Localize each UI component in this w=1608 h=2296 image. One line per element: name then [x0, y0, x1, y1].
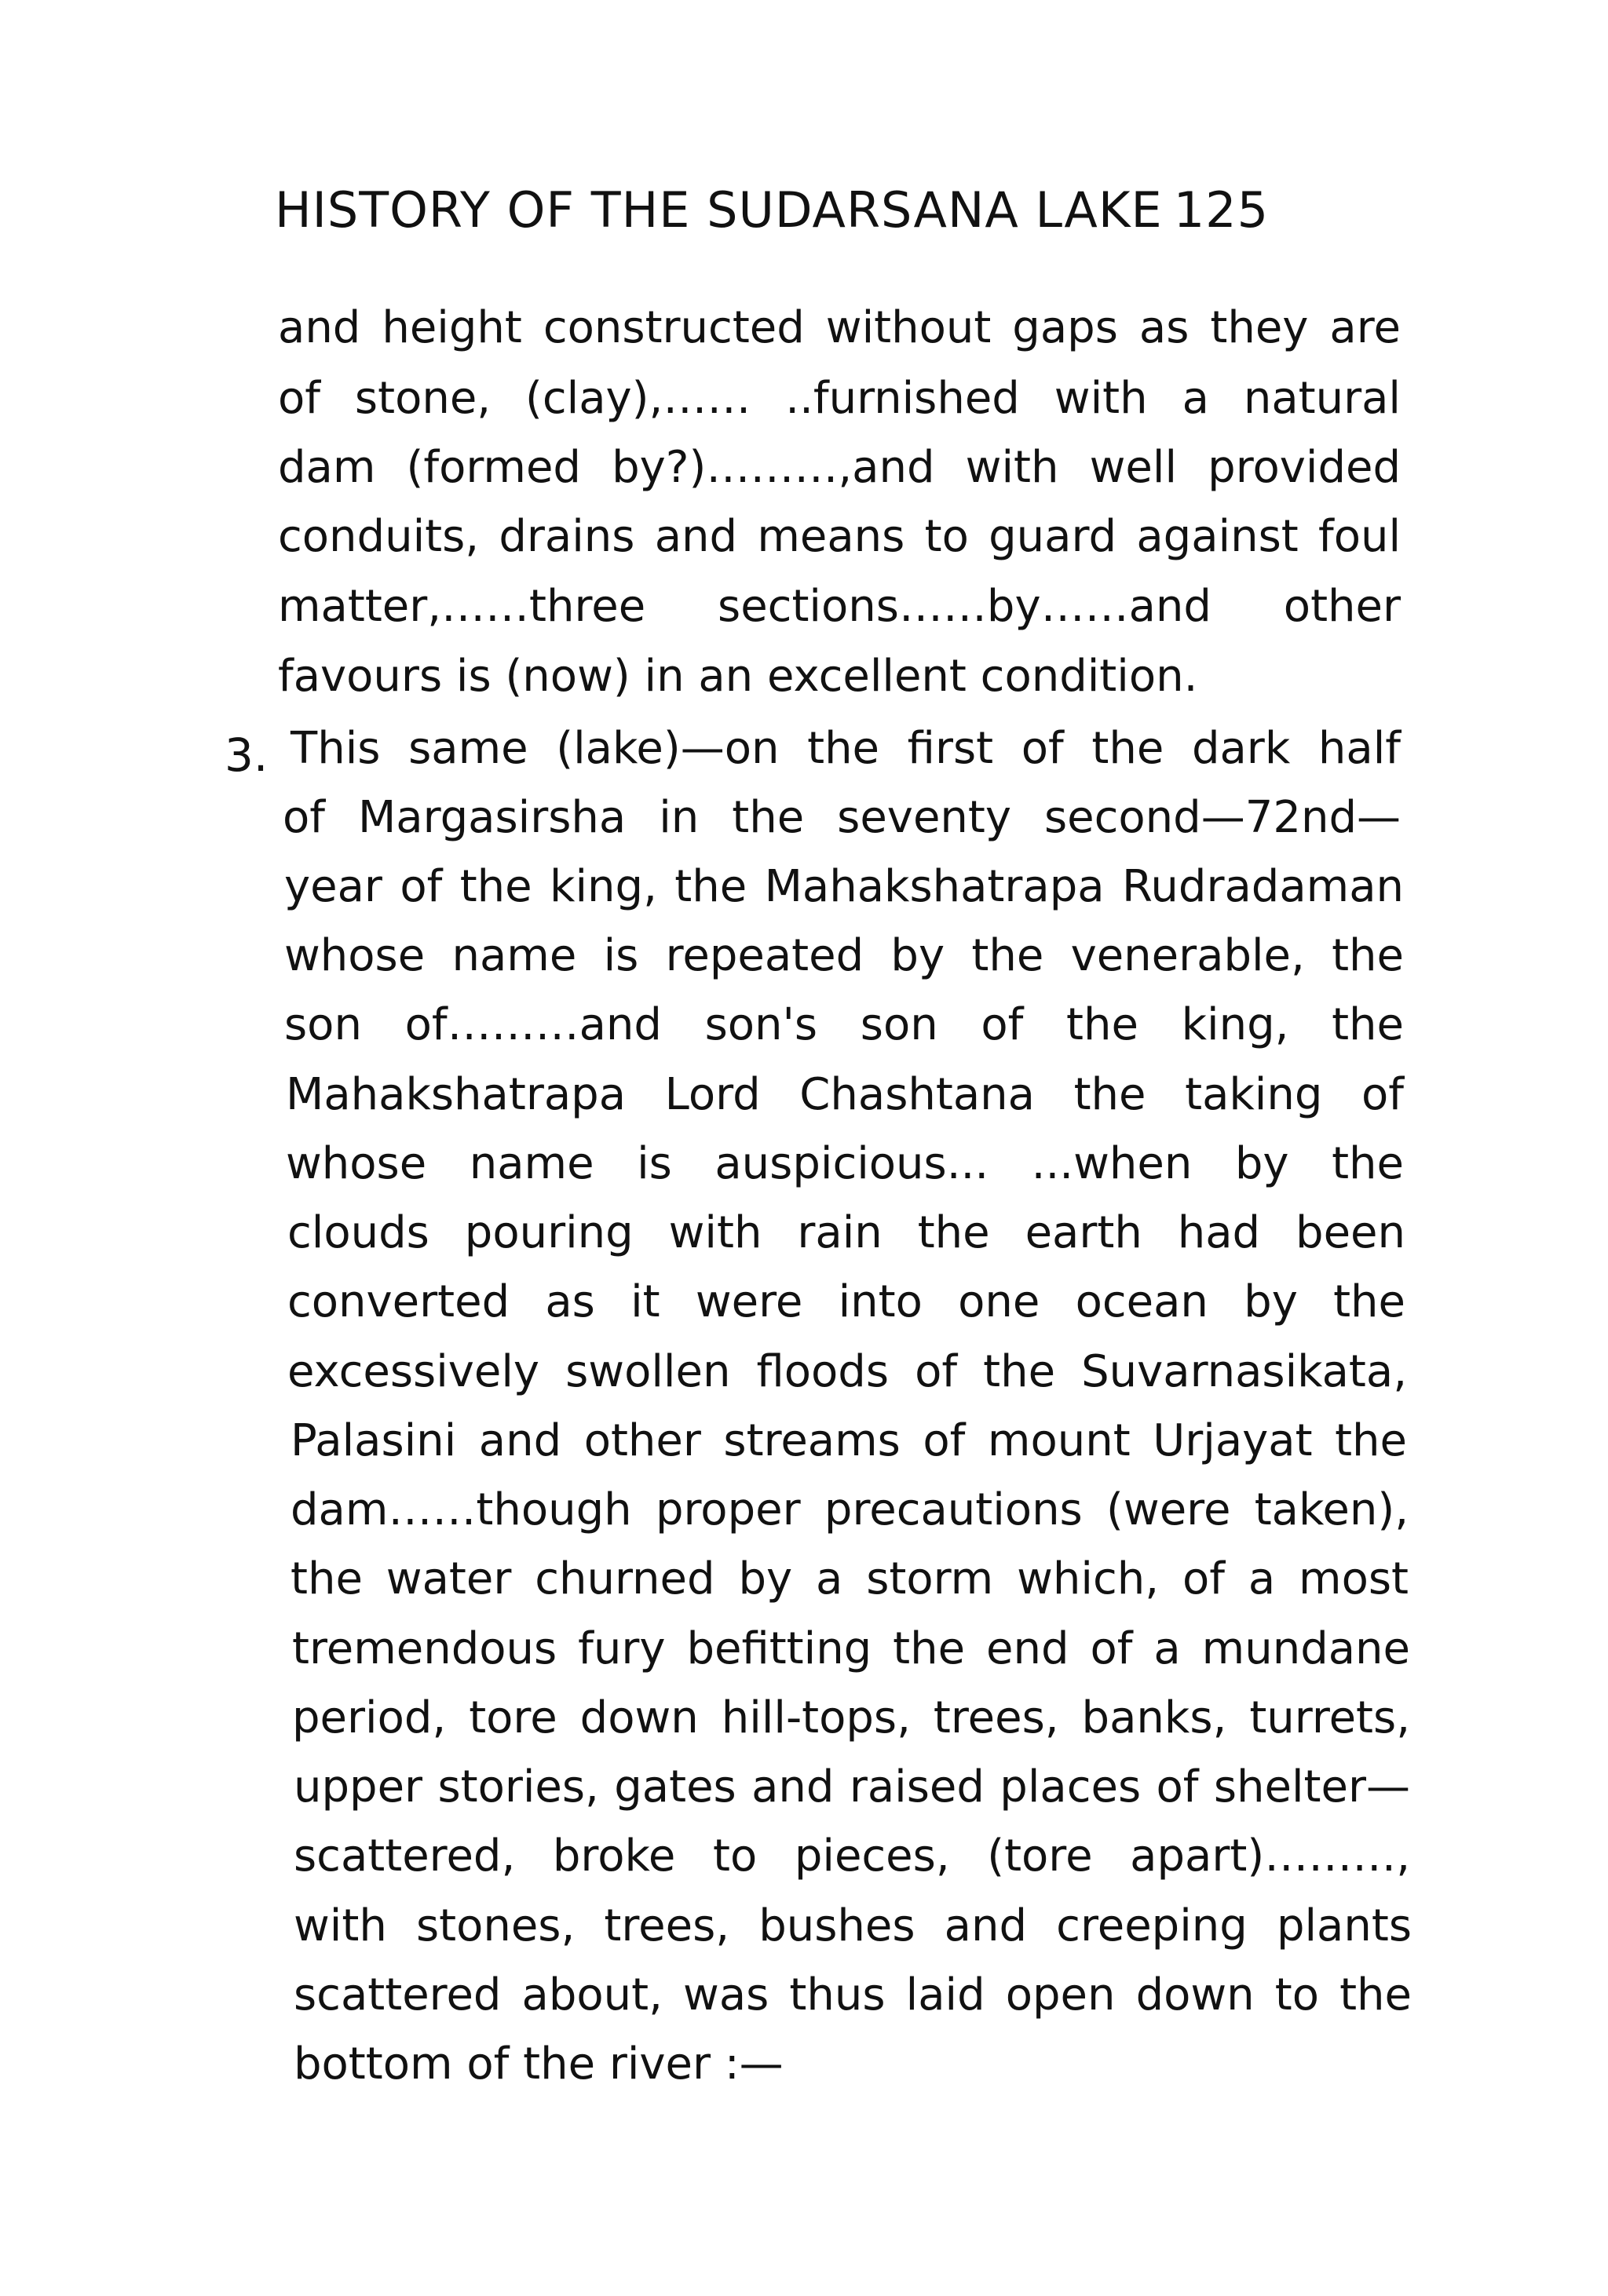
text-line: and height constructed without gaps as they are [278, 302, 1401, 353]
text-line: dam……though proper precautions (were taken), [291, 1484, 1409, 1535]
text-line: with stones, trees, bushes and creeping plants [294, 1900, 1412, 1951]
text-line: favours is (now) in an excellent condition. [278, 651, 1198, 702]
text-line: whose name is auspicious... ...when by the [286, 1138, 1404, 1189]
text-line: son of………and son's son of the king, the [284, 999, 1404, 1050]
text-line: scattered about, was thus laid open down to the [294, 1969, 1412, 2020]
text-line: bottom of the river :— [294, 2039, 784, 2090]
item-number: 3. [225, 728, 269, 782]
text-line: Mahakshatrapa Lord Chashtana the taking of [286, 1069, 1404, 1120]
text-line: whose name is repeated by the venerable, the [284, 930, 1404, 981]
text-line: tremendous fury befitting the end of a mundane [292, 1623, 1410, 1674]
text-line: clouds pouring with rain the earth had been [287, 1207, 1405, 1258]
text-line: scattered, broke to pieces, (tore apart)………, [294, 1831, 1410, 1882]
page-number: 125 [1173, 181, 1270, 239]
text-line: period, tore down hill-tops, trees, banks, turrets, [292, 1692, 1410, 1743]
text-line: This same (lake)—on the first of the dark half [291, 723, 1401, 774]
text-line: Palasini and other streams of mount Urjayat the [291, 1415, 1407, 1466]
text-line: conduits, drains and means to guard against foul [278, 511, 1401, 562]
text-line: the water churned by a storm which, of a most [291, 1553, 1409, 1604]
page-title: HISTORY OF THE SUDARSANA LAKE [275, 181, 1163, 239]
text-line: upper stories, gates and raised places of shelter— [294, 1761, 1410, 1812]
text-line: converted as it were into one ocean by the [287, 1276, 1405, 1327]
text-line: of Margasirsha in the seventy second—72nd— [283, 792, 1401, 843]
text-line: dam (formed by?)………,and with well provided [278, 442, 1401, 493]
text-line: year of the king, the Mahakshatrapa Rudradaman [284, 861, 1404, 912]
text-line: of stone, (clay),…… ..furnished with a natural [278, 373, 1401, 424]
text-line: excessively swollen floods of the Suvarnasikata, [287, 1346, 1407, 1397]
running-head [275, 179, 1398, 242]
text-line: matter,……three sections……by……and other [278, 581, 1401, 632]
